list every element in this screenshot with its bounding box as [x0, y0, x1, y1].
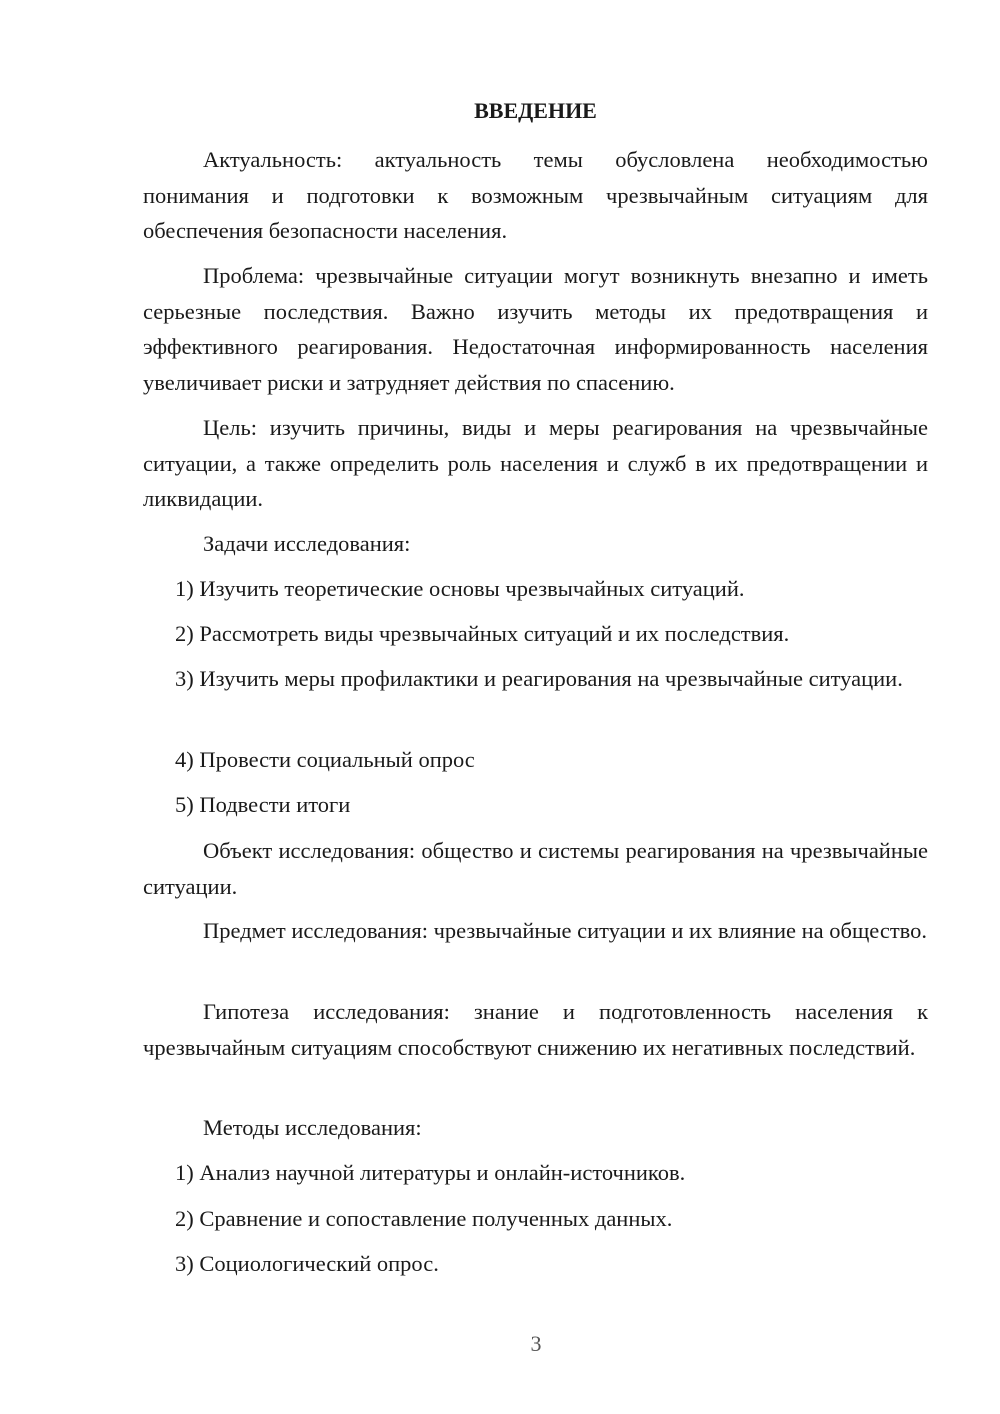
task-item: 2) Рассмотреть виды чрезвычайных ситуаций и их последствия. — [175, 621, 790, 646]
task-item: 4) Провести социальный опрос — [175, 747, 475, 772]
problem-paragraph: Проблема: чрезвычайные ситуации могут возникнуть внезапно и иметь серьезные последствия. Важно изучить методы их предотвращения и эффективного реагирования. Недостаточная информированность населения увеличивает риски и затрудняет действия по спасению. — [143, 263, 928, 395]
method-item: 1) Анализ научной литературы и онлайн-источников. — [175, 1160, 686, 1185]
method-item: 2) Сравнение и сопоставление полученных данных. — [175, 1206, 673, 1231]
relevance-paragraph: Актуальность: актуальность темы обусловлена необходимостью понимания и подготовки к возможным чрезвычайным ситуациям для обеспечения безопасности населения. — [143, 147, 928, 243]
methods-heading: Методы исследования: — [203, 1115, 422, 1140]
task-item: 1) Изучить теоретические основы чрезвычайных ситуаций. — [175, 576, 745, 601]
method-item: 3) Социологический опрос. — [175, 1251, 439, 1276]
task-item: 3) Изучить меры профилактики и реагирования на чрезвычайные ситуации. — [175, 666, 903, 691]
page-title: ВВЕДЕНИЕ — [474, 98, 597, 123]
page-number: 3 — [530, 1331, 542, 1356]
tasks-heading: Задачи исследования: — [203, 531, 411, 556]
task-item: 5) Подвести итоги — [175, 792, 351, 817]
hypothesis-paragraph: Гипотеза исследования: знание и подготовленность населения к чрезвычайным ситуациям способствуют снижению их негативных последствий. — [143, 999, 928, 1060]
object-paragraph: Объект исследования: общество и системы реагирования на чрезвычайные ситуации. — [143, 838, 928, 899]
subject-paragraph: Предмет исследования: чрезвычайные ситуации и их влияние на общество. — [203, 918, 927, 943]
goal-paragraph: Цель: изучить причины, виды и меры реагирования на чрезвычайные ситуации, а также определить роль населения и служб в их предотвращении и ликвидации. — [143, 415, 928, 511]
